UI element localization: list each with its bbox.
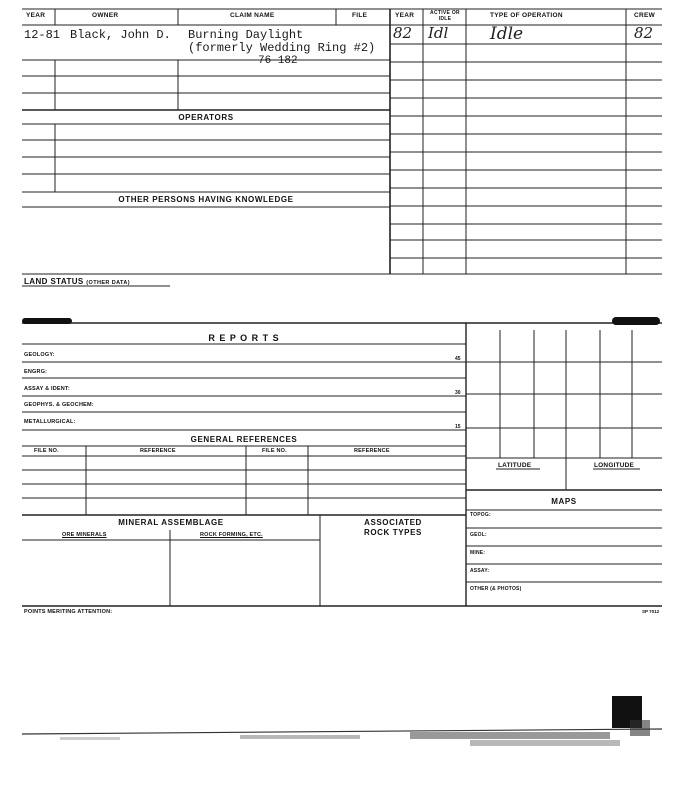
- associated-label: ASSOCIATED: [364, 518, 422, 527]
- land-status-note: (OTHER DATA): [86, 280, 130, 286]
- report-row-label: METALLURGICAL:: [24, 419, 76, 425]
- ref-col-reference: REFERENCE: [140, 448, 176, 454]
- report-row-label: ASSAY & IDENT:: [24, 386, 70, 392]
- longitude-label: LONGITUDE: [594, 462, 635, 469]
- report-row-num: 30: [455, 390, 461, 396]
- ref-col-reference-2: REFERENCE: [354, 448, 390, 454]
- operators-label: OPERATORS: [178, 113, 234, 122]
- header-owner: OWNER: [92, 12, 119, 19]
- report-row-label: ENGRG:: [24, 369, 48, 375]
- land-status-label: LAND STATUS: [24, 277, 84, 286]
- rock-forming-label: ROCK FORMING, ETC.: [200, 532, 263, 538]
- header-crew: CREW: [634, 12, 656, 19]
- other-persons-label: OTHER PERSONS HAVING KNOWLEDGE: [118, 195, 294, 204]
- map-row-label: TOPOG:: [470, 512, 491, 518]
- header-active-idle: ACTIVE OR IDLE: [430, 10, 460, 22]
- entry-owner: Black, John D.: [70, 28, 171, 42]
- land-status: [24, 277, 130, 286]
- hand-year: 82: [393, 24, 413, 42]
- mineral-assemblage-title: MINERAL ASSEMBLAGE: [118, 518, 224, 527]
- entry-claim-line1: Burning Daylight: [188, 28, 304, 42]
- header-claim-name: CLAIM NAME: [230, 12, 275, 19]
- latitude-label: LATITUDE: [498, 462, 532, 469]
- header-type-of-operation: TYPE OF OPERATION: [490, 12, 563, 19]
- hand-crew: 82: [634, 24, 654, 42]
- maps-title: MAPS: [551, 497, 577, 506]
- entry-claim-number: 76-182: [258, 55, 298, 67]
- report-row-num: 15: [455, 424, 461, 430]
- form-number: SP 7012: [642, 609, 660, 614]
- reports-title: R E P O R T S: [208, 333, 280, 343]
- header-file: FILE: [352, 12, 368, 19]
- report-row-num: 45: [455, 356, 461, 362]
- scan-noise: [22, 696, 662, 746]
- points-meriting-attention: POINTS MERITING ATTENTION:: [24, 609, 113, 615]
- rock-types-label: ROCK TYPES: [363, 528, 422, 537]
- ref-col-file-no-2: FILE NO.: [262, 448, 287, 454]
- header-year: YEAR: [26, 12, 46, 19]
- general-references-title: GENERAL REFERENCES: [190, 435, 298, 444]
- ore-minerals-label: ORE MINERALS: [62, 532, 107, 538]
- report-row-label: GEOLOGY:: [24, 352, 55, 358]
- entry-year: 12-81: [24, 28, 61, 42]
- header-year-2: YEAR: [395, 12, 415, 19]
- hand-active: Idl: [428, 24, 449, 42]
- map-row-label: ASSAY:: [470, 568, 490, 574]
- map-row-label: GEOL:: [470, 532, 487, 538]
- hand-type: Idle: [490, 24, 524, 44]
- ref-col-file-no: FILE NO.: [34, 448, 59, 454]
- entry-claim-line2: (formerly Wedding Ring #2): [188, 41, 376, 55]
- report-row-label: GEOPHYS. & GEOCHEM:: [24, 402, 94, 408]
- map-row-label: MINE:: [470, 550, 486, 556]
- map-row-label: OTHER (& PHOTOS): [470, 586, 522, 592]
